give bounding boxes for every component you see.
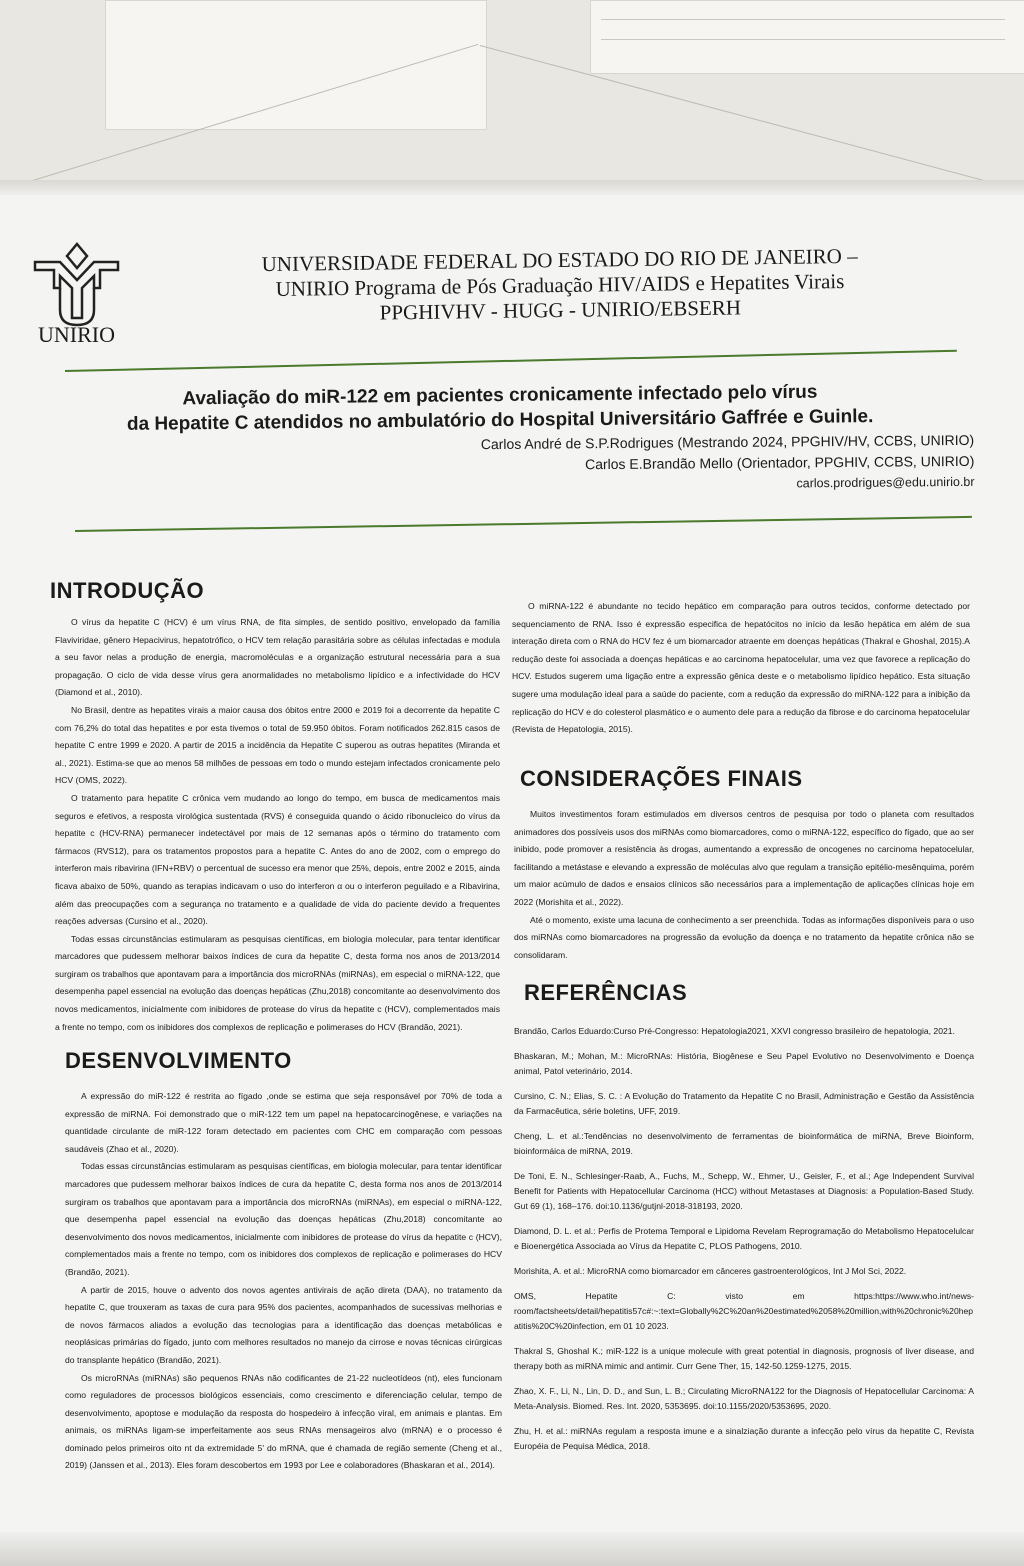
title-line: da Hepatite C atendidos no ambulatório do Hospital Universitário Gaffrée e Guinle. bbox=[126, 406, 874, 435]
logo-text: UNIRIO bbox=[38, 322, 115, 347]
heading-introducao: INTRODUÇÃO bbox=[50, 578, 205, 603]
introducao-text bbox=[55, 614, 500, 1036]
reference-item: Morishita, A. et al.: MicroRNA como biomarcador em cânceres gastroenterológicos, Int J Mol Sci, 2022. bbox=[514, 1266, 907, 1276]
background-paper-sheet bbox=[105, 0, 487, 130]
heading-referencias: REFERÊNCIAS bbox=[524, 980, 688, 1005]
consideracoes-text bbox=[514, 806, 974, 964]
reference-item: Zhao, X. F., Li, N., Lin, D. D., and Sun, L. B.; Circulating MicroRNA122 for the Diagnosis of Hepatocellular Carcinoma: A Meta-Analysis. Biomed. Res. Int. 2020, 5353695. doi:10.1155/2020/5353695, 2020. bbox=[514, 1386, 974, 1411]
heading-consideracoes: CONSIDERAÇÕES FINAIS bbox=[520, 766, 803, 791]
paragraph: Todas essas circunstâncias estimularam as pesquisas científicas, em biologia molecular, para tentar identificar marcadores que pudessem melhorar baixos índices de cura da hepatite C, desta forma nos anos de 2013/2014 surgiram os trabalhos que apontavam para a importância dos microRNAs (miRNAs), em especial o miRNA-122, que desempenha papel essencial na evolução das doenças hepáticas (Zhu,2018) concomitante ao desenvolvimento dos novos medicamentos, inicialmente com inibidores de protease do vírus da hepatite c (HCV), complementados mais a frente no tempo, com os inibidores dos complexos de replicação e polimerases do HCV (Brandão, 2021). bbox=[55, 933, 500, 1032]
paragraph: O tratamento para hepatite C crônica vem mudando ao longo do tempo, em busca de medicamentos mais seguros e efetivos, a resposta virológica sustentada (RVS) é conseguida quando o ácido ribonucleico do vírus da hepatite c (HCV-RNA) permanecer indetectável por mais de 12 semanas após o término do tratamento com fármacos (RVS12), para os tratamentos propostos para a hepatite C. Antes do ano de 2002, com o emprego do interferon mais ribavirina (IFN+RBV) o percentual de sucesso era menor que 25%, depois, entre 2002 e 2015, ainda ficava abaixo de 50%, quando as terapias indicavam o uso do interferon α ou o interferon peguilado e a Ribavirina, além das preocupações com a segurança no tratamento e a qualidade de vida do paciente devido a frequentes reações adversas (Cursino et al., 2020). bbox=[55, 792, 500, 927]
institution-line: UNIVERSIDADE FEDERAL DO ESTADO DO RIO DE JANEIRO – bbox=[261, 243, 858, 277]
paragraph: Os microRNAs (miRNAs) são pequenos RNAs não codificantes de 21-22 nucleotídeos (nt), eles funcionam como reguladores de processos biológicos essenciais, como crescimento e diferenciação celular, tempo de desenvolvimento, apoptose e modulação da resposta do hospedeiro à infecção viral, em animais e plantas. Em animais, os miRNAs ligam-se imperfeitamente aos seus RNAs mensageiros alvo (mRNA) e o processo é dominado pelos primeiros oito nt da extremidade 5' do mRNA, que é chamada de região semente (Cheng et al., 2019) (Janssen et al., 2013). Eles foram descobertos em 1993 por Lee e colaboradores (Bhaskaran et al., 2014). bbox=[65, 1372, 502, 1471]
paragraph: A expressão do miR-122 é restrita ao fígado ,onde se estima que seja responsável por 70% de toda a expressão de miRNA. Foi demonstrado que o miR-122 tem um papel na hepatocarcinogênese, e variações na quantidade circulante de miR-122 foram detectado em pacientes com CHC em comparação com pessoas saudáveis (Zhao et al., 2020). bbox=[65, 1091, 502, 1154]
author-email: carlos.prodrigues@edu.unirio.br bbox=[796, 474, 975, 491]
heading-desenvolvimento: DESENVOLVIMENTO bbox=[65, 1048, 292, 1073]
reference-item: Zhu, H. et al.: miRNAs regulam a resposta imune e a sinalziação durante a infecção pelo vírus da hepatite C, Revista Européia de Pequisa Médica, 2018. bbox=[514, 1426, 974, 1451]
paragraph: Até o momento, existe uma lacuna de conhecimento a ser preenchida. Todas as informações disponíveis para o uso dos miRNAs como biomarcadores na progressão da evolução da doença e no tratamento da hepatite crônica não se consolidaram. bbox=[514, 914, 974, 960]
institution-line: UNIRIO Programa de Pós Graduação HIV/AIDS e Hepatites Virais bbox=[275, 269, 845, 301]
references-list bbox=[514, 1024, 974, 1464]
reference-item: Diamond, D. L. et al.: Perfis de Protema Temporal e Lipidoma Revelam Reprogramação do Metabolismo Hepatocelulcar e Bioenergética Associada ao Vírus da Hepatite C, PLOS Pathogens, 2010. bbox=[514, 1226, 974, 1251]
paragraph: No Brasil, dentre as hepatites virais a maior causa dos óbitos entre 2000 e 2019 foi a decorrente da hepatite C com 76,2% do total das hepatites e por esta tivemos o total de 59.950 óbitos. Foram notificados 262.815 casos de hepatite C entre 1999 e 2020. A partir de 2015 a incidência da Hepatite C superou as outras hepatites (Miranda et al., 2021). Estima-se que ao menos 58 milhões de pessoas em todo o mundo estejam infectados cronicamente pelo HCV (OMS, 2022). bbox=[55, 704, 500, 786]
background-paper-sheet bbox=[590, 0, 1024, 74]
poster-bottom-rod bbox=[0, 1532, 1024, 1566]
reference-item: Brandão, Carlos Eduardo:Curso Pré-Congresso: Hepatologia2021, XXVI congresso brasileiro de hepatologia, 2021. bbox=[514, 1026, 955, 1036]
paragraph: Todas essas circunstâncias estimularam as pesquisas científicas, em biologia molecular, para tentar identificar marcadores que pudessem melhorar baixos índices de cura da hepatite C, desta forma nos anos de 2013/2014 surgiram os trabalhos que apontavam para a importância dos microRNAs (miRNAs), em especial o miRNA-122, que desempenha papel essencial na evolução das doenças hepáticas (Zhu,2018) concomitante ao desenvolvimento dos novos medicamentos, inicialmente com inibidores de protease do vírus da hepatite c (HCV), complementados mais a frente no tempo, com os inibidores dos complexos de replicação e polimerases do HCV (Brandão, 2021). bbox=[65, 1161, 502, 1277]
paragraph: O vírus da hepatite C (HCV) é um vírus RNA, de fita simples, de sentido positivo, envelopado da família Flaviviridae, gênero Hepacivirus, hepatotrófico, o HCV tem relação parasitária sobre as células infectadas e modula a seu favor nelas a produção de energia, macromoléculas e a organização estrutural necessária para a sua propagação. O ciclo de vida desse vírus gera anormalidades no metabolismo lipídico e a infectividade do HCV (Diamond et al., 2010). bbox=[55, 617, 500, 698]
paragraph: O miRNA-122 é abundante no tecido hepático em comparação para outros tecidos, conforme detectado por sequenciamento de RNA. Isso é expressão especifica de hepatócitos no início da lesão hepática em além de sua interação direta com o RNA do HCV fez é um biomarcador atraente em doenças hepáticas (Thakral e Ghoshal, 2015).A redução deste foi associada a doenças hepáticas e ao carcinoma hepatocelular, uma vez que favorece a replicação do HCV. Estudos sugerem uma ligação entre a expressão gênica deste e o metabolismo lipídico hepático. Esta situação sugere uma modulação ideal para a saúde do paciente, com a redução da expressão do miRNA-122 para a inibição da replicação do HCV e do colesterol plasmático e o aumento dele para a redução da fibrose e do carcinoma hepatocelular (Revista de Hepatologia, 2015). bbox=[512, 601, 970, 735]
right-intro-text bbox=[512, 598, 970, 739]
unirio-logo bbox=[30, 240, 125, 330]
reference-item: Bhaskaran, M.; Mohan, M.: MicroRNAs: História, Biogênese e Seu Papel Evolutivo no Desenvolvimento e Doença animal, Patol veterinário, 2014. bbox=[514, 1051, 974, 1076]
title-line: Avaliação do miR-122 em pacientes cronicamente infectado pelo vírus bbox=[182, 381, 818, 410]
author: Carlos André de S.P.Rodrigues (Mestrando 2024, PPGHIV/HV, CCBS, UNIRIO) bbox=[480, 431, 974, 453]
author: Carlos E.Brandão Mello (Orientador, PPGHIV, CCBS, UNIRIO) bbox=[584, 452, 975, 473]
reference-item: Cursino, C. N.; Elias, S. C. : A Evolução do Tratamento da Hepatite C no Brasil, Administração e Gestão da Assistência da Farmacêutica, série boletins, UFF, 2019. bbox=[514, 1091, 974, 1116]
paragraph: A partir de 2015, houve o advento dos novos agentes antivirais de ação direta (DAA), no tratamento da hepatite C, que trouxeram as taxas de cura para 95% dos pacientes, acompanhados de sucessivas melhorias e de novos fármacos aliados a evolução das tecnologias para a identificação das doenças metabólicas e neoplásicas primárias do fígado, junto com melhores resultados no manejo da cirrose e novas técnicas cirúrgicas do transplante hepático (Brandão, 2021). bbox=[65, 1284, 502, 1365]
institution-line: PPGHIVHV - HUGG - UNIRIO/EBSERH bbox=[379, 295, 742, 325]
poster-title bbox=[100, 379, 900, 437]
reference-item: OMS, Hepatite C: visto em https:https://www.who.int/news-room/factsheets/detail/hepatitis57c#:~:text=Globally%2C%20an%20estimated%2058%20million,with%20chronic%20hepatitis%20C%20infection, em 01 10 2023. bbox=[514, 1291, 974, 1331]
reference-item: De Toni, E. N., Schlesinger-Raab, A., Fuchs, M., Schepp, W., Ehmer, U., Geisler, F., et al.; Age Independent Survival Benefit for Patients with Hepatocellular Carcinoma (HCC) without Metastases at Diagnosis: a Population-Based Study. Gut 69 (1), 168–176. doi:10.1136/gutjnl-2018-318193, 2020. bbox=[514, 1171, 974, 1211]
institution-header bbox=[230, 243, 891, 327]
desenvolvimento-text bbox=[65, 1088, 502, 1475]
paragraph: Muitos investimentos foram estimulados em diversos centros de pesquisa por todo o planeta com resultados animadores dos possíveis usos dos miRNAs como biomarcadores, como o miRNA-122, específico do fígado, que ao ser inibido, pode promover a resistência às drogas, aumentando a expressão de oncogenes no carcinoma hepatocelular, facilitando a metástase e elevando a expressão de moléculas alvo que regulam a transição epitélio-mesênquima, porém um maior acúmulo de dados e ensaios clínicos são necessários para a implementação de aplicações clínicas hoje em 2022 (Morishita et al., 2022). bbox=[514, 809, 974, 907]
authors bbox=[480, 430, 974, 497]
reference-item: Thakral S, Ghoshal K.; miR-122 is a unique molecule with great potential in diagnosis, prognosis of liver disease, and therapy both as miRNA mimic and antimir. Curr Gene Ther, 15, 142-50.1259-1275, 2015. bbox=[514, 1346, 974, 1371]
reference-item: Cheng, L. et al.:Tendências no desenvolvimento de ferramentas de bioinformática de miRNA, Breve Bioinform, bioinformáica de miRNA, 2019. bbox=[514, 1131, 974, 1156]
